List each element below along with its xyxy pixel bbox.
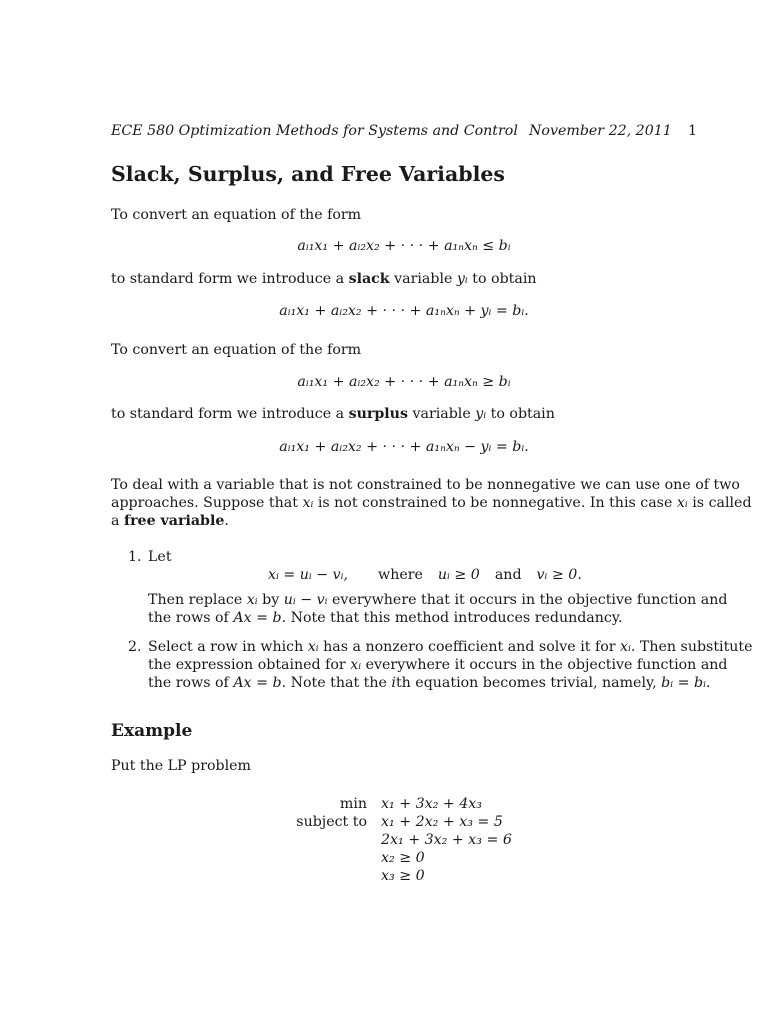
item2-l1-c: . Then substitute: [630, 639, 753, 655]
slack-lead-before: to standard form we introduce a: [111, 271, 349, 287]
slack-result: aᵢ₁x₁ + aᵢ₂x₂ + · · · + a₁ₙxₙ + yᵢ = bᵢ.: [279, 303, 529, 319]
slack-inequality: aᵢ₁x₁ + aᵢ₂x₂ + · · · + a₁ₙxₙ ≤ bᵢ: [297, 238, 511, 254]
lp-constraint-3: x₂ ≥ 0: [381, 850, 425, 866]
free-line-1: To deal with a variable that is not constrained to be nonnegative we can use one of two: [111, 477, 740, 493]
free-line-3-b: .: [224, 513, 229, 529]
example-intro: Put the LP problem: [111, 758, 251, 774]
item1-l1-c: everywhere that it occurs in the objective function and: [327, 592, 728, 608]
running-header: [111, 123, 697, 141]
free-line-2-b: is not constrained to be nonnegative. In this case: [313, 495, 677, 511]
item1-l1-v2: uᵢ − vᵢ: [283, 592, 328, 608]
slack-keyword: slack: [348, 271, 390, 287]
item1-l2-v: Ax = b: [233, 610, 282, 626]
surplus-var: yᵢ: [475, 406, 487, 422]
surplus-inequality: aᵢ₁x₁ + aᵢ₂x₂ + · · · + a₁ₙxₙ ≥ bᵢ: [297, 374, 511, 390]
item1-l2-a: the rows of: [148, 610, 234, 626]
lp-constraint-4: x₃ ≥ 0: [381, 868, 425, 884]
slack-var: yᵢ: [456, 271, 468, 287]
item1-l1-b: by: [257, 592, 284, 608]
list-item-1-lead: Let: [148, 549, 172, 565]
course-title: ECE 580 Optimization Methods for Systems and Control: [111, 123, 518, 139]
surplus-lead-after: variable: [407, 406, 476, 422]
list-item-2-line-2: [148, 657, 728, 675]
item2-l2-v: xᵢ: [350, 657, 362, 673]
lp-min-label: min: [339, 796, 367, 812]
item2-l3-d: .: [705, 675, 711, 691]
free-line-3-a: a: [111, 513, 124, 529]
list-item-2-number: 2.: [128, 639, 142, 655]
item2-l1-v1: xᵢ: [307, 639, 319, 655]
lp-objective: x₁ + 3x₂ + 4x₃: [381, 796, 482, 812]
free-line-2: [111, 495, 752, 513]
surplus-lead-before: to standard form we introduce a: [111, 406, 349, 422]
example-heading: Example: [111, 721, 193, 741]
free-var-2: xᵢ: [676, 495, 688, 511]
surplus-intro: To convert an equation of the form: [111, 342, 362, 358]
item1-l1-v1: xᵢ: [246, 592, 258, 608]
list-item-1-equation: [268, 567, 582, 585]
slack-lead: [111, 271, 537, 289]
section-title: Slack, Surplus, and Free Variables: [111, 162, 505, 186]
item1-l2-b: . Note that this method introduces redundancy.: [281, 610, 623, 626]
slack-lead-after: variable: [389, 271, 457, 287]
slack-lead-end: to obtain: [467, 271, 537, 287]
free-line-2-a: approaches. Suppose that: [111, 495, 303, 511]
header-date: November 22, 2011: [529, 123, 672, 139]
list-item-2-line-3: [148, 675, 710, 693]
let-eq-c2: vᵢ ≥ 0.: [536, 567, 582, 583]
surplus-keyword: surplus: [348, 406, 408, 422]
let-eq-left: xᵢ = uᵢ − vᵢ,: [268, 567, 349, 583]
surplus-result: aᵢ₁x₁ + aᵢ₂x₂ + · · · + a₁ₙxₙ − yᵢ = bᵢ.: [279, 439, 529, 455]
item2-l1-b: has a nonzero coefficient and solve it for: [318, 639, 621, 655]
list-item-2-line-1: [148, 639, 753, 657]
free-variable-keyword: free variable: [123, 513, 225, 529]
lp-constraint-2: 2x₁ + 3x₂ + x₃ = 6: [381, 832, 512, 848]
list-item-1-number: 1.: [128, 549, 142, 565]
item2-l1-v2: xᵢ: [620, 639, 631, 655]
lp-constraint-1: x₁ + 2x₂ + x₃ = 5: [381, 814, 503, 830]
surplus-lead: [111, 406, 555, 424]
item2-l3-b: . Note that the: [281, 675, 392, 691]
item2-l3-v2: i: [391, 675, 396, 691]
surplus-lead-end: to obtain: [486, 406, 555, 422]
page-number: 1: [687, 123, 697, 139]
item2-l3-v1: Ax = b: [233, 675, 282, 691]
item2-l2-a: the expression obtained for: [148, 657, 351, 673]
lp-subject-to-label: subject to: [296, 814, 367, 830]
item2-l2-b: everywhere it occurs in the objective function and: [361, 657, 728, 673]
item2-l1-a: Select a row in which: [148, 639, 308, 655]
item2-l3-c: th equation becomes trivial, namely,: [395, 675, 662, 691]
free-line-3: [111, 513, 229, 531]
document-page: [111, 0, 753, 1024]
list-item-1-line-2: [148, 610, 623, 628]
free-line-2-c: is called: [687, 495, 752, 511]
let-eq-and: and: [494, 567, 522, 583]
let-eq-where: where: [378, 567, 423, 583]
free-var-1: xᵢ: [302, 495, 314, 511]
item1-l1-a: Then replace: [148, 592, 247, 608]
item2-l3-a: the rows of: [148, 675, 234, 691]
item2-l3-v3: bᵢ = bᵢ: [661, 675, 706, 691]
slack-intro: To convert an equation of the form: [111, 207, 362, 223]
let-eq-c1: uᵢ ≥ 0: [437, 567, 480, 583]
list-item-1-line-1: [148, 592, 727, 610]
